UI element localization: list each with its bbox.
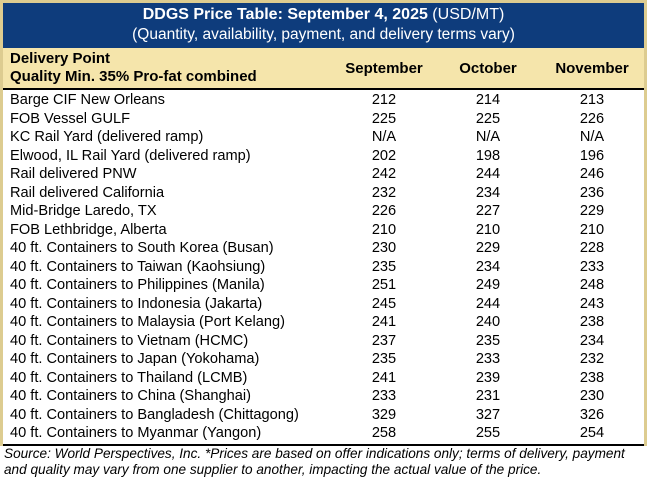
price-cell: 249 [475,277,501,293]
price-cell: 226 [371,203,397,219]
price-cell: 210 [579,221,605,238]
price-cell: 327 [475,406,501,423]
delivery-point-cell: 40 ft. Containers to Myanmar (Yangon) [10,425,262,441]
price-cell: 198 [475,147,501,164]
table-row [3,387,644,406]
price-cell: N/A [475,129,501,145]
price-cell: 227 [475,203,501,219]
column-header-october: October [459,59,517,77]
source-note: Source: World Perspectives, Inc. *Prices are based on offer indications only; terms of delivery, payment and quality may vary from one supplier to another, impacting the actual value of the price. [4,446,625,477]
delivery-point-cell: KC Rail Yard (delivered ramp) [10,129,204,145]
price-cell: 245 [371,295,397,312]
table-row [3,369,644,388]
price-cell: 233 [475,351,501,367]
price-cell: 244 [475,166,501,182]
table-row [3,406,644,425]
table-row [3,313,644,332]
table-row [3,350,644,369]
price-cell: 232 [579,351,605,367]
price-cell: 248 [579,277,605,293]
table-row [3,165,644,184]
price-cell: 214 [475,92,501,108]
delivery-point-cell: 40 ft. Containers to Japan (Yokohama) [10,351,260,367]
table-row [3,91,644,110]
table-row [3,221,644,240]
delivery-point-cell: 40 ft. Containers to Bangladesh (Chittagong) [10,406,299,423]
delivery-point-cell: 40 ft. Containers to Indonesia (Jakarta) [10,295,263,312]
price-cell: 210 [371,221,397,238]
delivery-point-header-line1: Delivery Point [10,50,111,67]
delivery-point-cell: 40 ft. Containers to South Korea (Busan) [10,240,274,256]
price-cell: 225 [475,110,501,127]
delivery-point-cell: Elwood, IL Rail Yard (delivered ramp) [10,147,251,164]
price-cell: 202 [371,147,397,164]
delivery-point-cell: 40 ft. Containers to Taiwan (Kaohsiung) [10,258,266,275]
delivery-point-cell: Rail delivered PNW [10,166,137,182]
delivery-point-cell: 40 ft. Containers to Philippines (Manila) [10,277,265,293]
column-header-september: September [345,59,423,77]
table-body [3,90,644,446]
price-cell: 243 [579,295,605,312]
price-cell: 329 [371,406,397,423]
price-cell: 254 [579,425,605,441]
price-cell: 241 [371,369,397,386]
price-cell: 236 [579,184,605,201]
table-header-row [3,48,644,90]
price-cell: 196 [579,147,605,164]
price-cell: 238 [579,369,605,386]
table-row [3,184,644,203]
price-cell: 241 [371,314,397,330]
price-cell: 237 [371,332,397,349]
price-cell: 255 [475,425,501,441]
price-cell: N/A [371,129,397,145]
price-cell: 234 [475,258,501,275]
table-title: DDGS Price Table: September 4, 2025 [142,6,428,23]
table-title-units: (USD/MT) [427,6,505,23]
table-row [3,276,644,295]
table-title-banner [3,3,644,48]
delivery-point-cell: 40 ft. Containers to China (Shanghai) [10,388,251,404]
delivery-point-cell: FOB Vessel GULF [10,110,131,127]
price-cell: 226 [579,110,605,127]
price-cell: N/A [579,129,605,145]
table-row [3,424,644,443]
delivery-point-cell: Mid-Bridge Laredo, TX [10,203,157,219]
delivery-point-cell: Rail delivered California [10,184,165,201]
price-cell: 225 [371,110,397,127]
price-cell: 210 [475,221,501,238]
table-row [3,258,644,277]
price-cell: 213 [579,92,605,108]
delivery-point-header [3,50,332,86]
delivery-point-cell: Barge CIF New Orleans [10,92,165,108]
price-cell: 235 [371,258,397,275]
price-cell: 212 [371,92,397,108]
price-cell: 231 [475,388,501,404]
price-cell: 230 [371,240,397,256]
price-cell: 326 [579,406,605,423]
price-cell: 232 [371,184,397,201]
table-row [3,295,644,314]
price-cell: 229 [579,203,605,219]
price-cell: 239 [475,369,501,386]
price-cell: 233 [579,258,605,275]
table-subtitle: (Quantity, availability, payment, and delivery terms vary) [132,26,515,43]
delivery-point-cell: FOB Lethbridge, Alberta [10,221,167,238]
price-cell: 229 [475,240,501,256]
price-cell: 251 [371,277,397,293]
table-row [3,239,644,258]
price-cell: 234 [579,332,605,349]
price-cell: 258 [371,425,397,441]
column-header-november: November [555,59,629,77]
delivery-point-cell: 40 ft. Containers to Vietnam (HCMC) [10,332,249,349]
price-cell: 235 [371,351,397,367]
price-cell: 234 [475,184,501,201]
delivery-point-header-line2: Quality Min. 35% Pro-fat combined [10,68,257,85]
table-row [3,202,644,221]
table-row [3,128,644,147]
price-cell: 235 [475,332,501,349]
price-cell: 240 [475,314,501,330]
table-title-line [3,5,644,25]
delivery-point-cell: 40 ft. Containers to Thailand (LCMB) [10,369,248,386]
delivery-point-cell: 40 ft. Containers to Malaysia (Port Kelang) [10,314,285,330]
price-cell: 233 [371,388,397,404]
price-cell: 230 [579,388,605,404]
price-cell: 238 [579,314,605,330]
price-cell: 244 [475,295,501,312]
table-row [3,147,644,166]
table-row [3,110,644,129]
price-cell: 228 [579,240,605,256]
table-row [3,332,644,351]
price-cell: 242 [371,166,397,182]
price-cell: 246 [579,166,605,182]
